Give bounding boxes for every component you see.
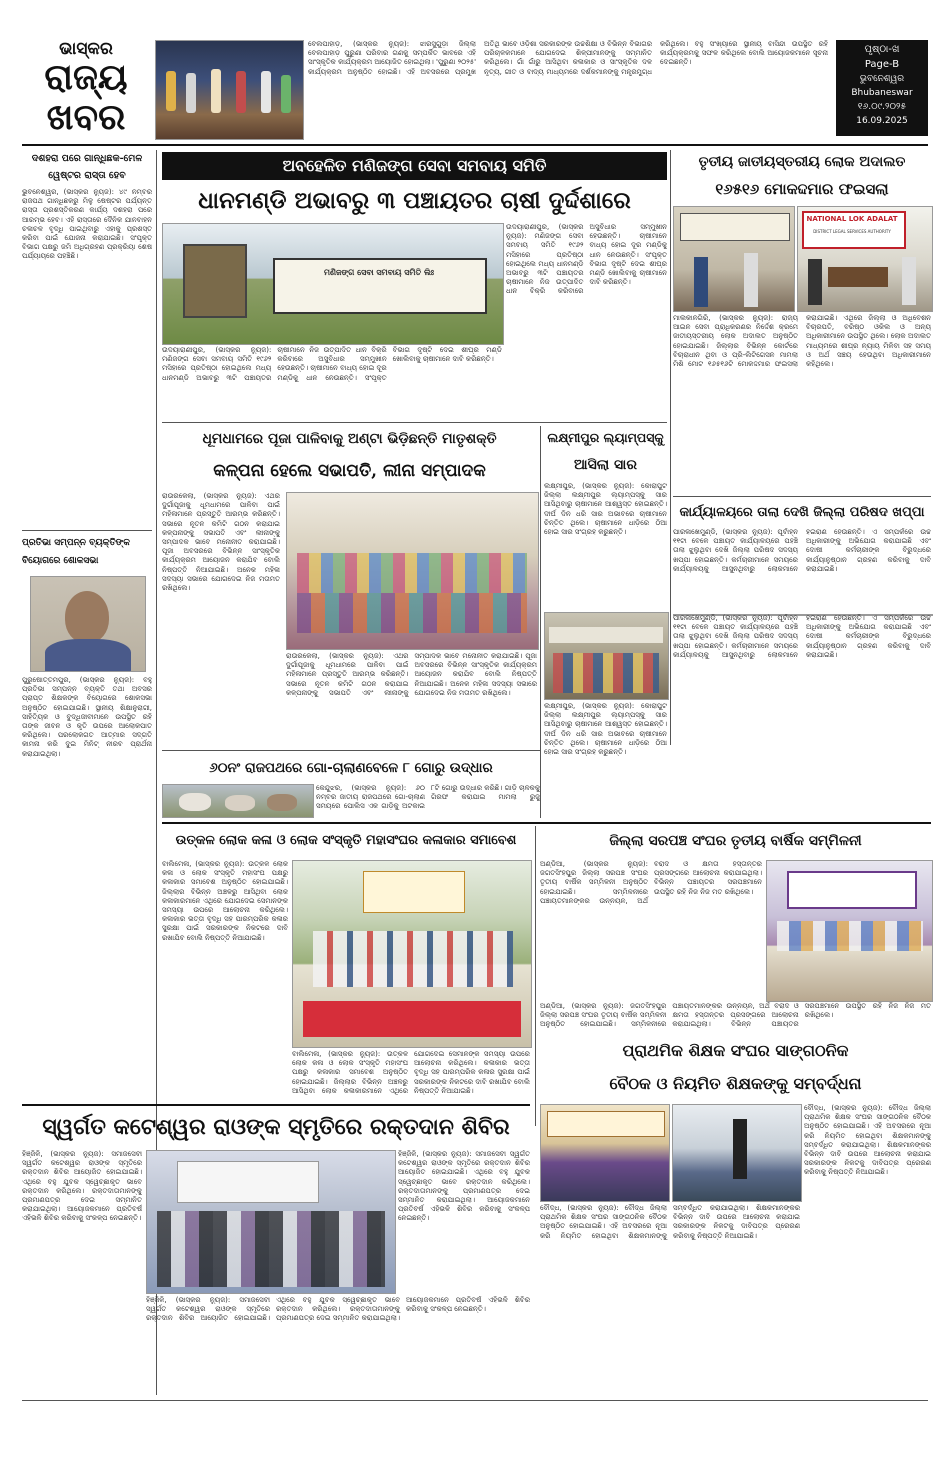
artists-gathering-photo [292,860,532,1048]
teacher-body: ବୌଦ୍ଧ, (ଭାସ୍କର ନ୍ୟୁଜ): ବୌଦ୍ଧ ଜିଲ୍ଲା ପ୍ରାଥମିକ ଶିକ୍ଷକ ସଂଘର ସାଙ୍ଗଠନିକ ବୈଠକ ଅନୁଷ୍ଠିତ ହୋଇଯାଇଛି। ଏହି ଅବସରରେ ନୂଆ କରି ନିୟମିତ ହୋଇଥିବା ଶିକ୍ଷକମାନଙ୍କୁ ସମ୍ବର୍ଦ୍ଧିତ କରାଯାଇଥିଲା। ଶିକ୍ଷକମାନଙ୍କର ବିଭିନ୍ନ ଦାବି ଉପରେ ଆଲୋଚନା କରାଯାଇ ସରକାରଙ୍କ ନିକଟକୁ ଦାବିପତ୍ର ପ୍ରେରଣ କରିବାକୁ ନିଷ୍ପତ୍ତି ନିଆଯାଇଛି। [804,1104,931,1177]
section-rule-2 [22,1104,530,1106]
mid-top-headline: ଧାନମଣ୍ଡି ଅଭାବରୁ ୩ ପଞ୍ଚାୟତର ଚାଷୀ ଦୁର୍ଦ୍ଦଶାରେ [198,187,631,214]
lakshmipur-body: ଲକ୍ଷ୍ମୀପୁର, (ଭାସ୍କର ନ୍ୟୁଜ): କୋରାପୁଟ ଜିଲ୍ଲା ଲକ୍ଷ୍ମୀପୁର ଲ୍ୟାମ୍ପସ୍‌କୁ ସାର ଆସିଥିବାରୁ ଚାଷୀମାନେ ଆଶ୍ୱସ୍ତ ହୋଇଛନ୍ତି। ଦୀର୍ଘ ଦିନ ଧରି ସାର ଅଭାବରେ ଚାଷୀମାନେ ଚିନ୍ତିତ ଥିଲେ। ଚାଷୀମାନେ ଧାଡ଼ିରେ ଠିଆ ହୋଇ ସାର ସଂଗ୍ରହ କରୁଛନ୍ତି। [544,482,667,537]
section-rule-1 [162,822,931,824]
section-title-line1: ରାଜ୍ୟ [44,57,128,98]
date-or: ୧୬.୦୯.୨୦୨୫ [857,102,907,112]
lok-adalat-photo-1 [673,206,795,312]
lok-adalat-headline-2: ୧୬୫୧୬ ମୋକଦ୍ଦମାର ଫଇସଲା [715,180,889,198]
blood-camp-body-left: ହିଞ୍ଜିଳି, (ଭାସ୍କର ନ୍ୟୁଜ): ସମାଜସେବୀ ସ୍ୱର୍ଗତ କଟେଶ୍ୱର ରାଓଙ୍କ ସ୍ମୃତିରେ ରକ୍ତଦାନ ଶିବିର ଆୟୋଜିତ ହୋଇଯାଇଛି। ଏଥିରେ ବହୁ ଯୁବକ ସ୍ୱେଚ୍ଛାକୃତ ଭାବେ ରକ୍ତଦାନ କରିଥିଲେ। ରକ୍ତଦାତାମାନଙ୍କୁ ପ୍ରମାଣପତ୍ର ଦେଇ ସମ୍ମାନିତ କରାଯାଇଥିଲା। ଆୟୋଜକମାନେ ପ୍ରତିବର୍ଷ ଏହିଭଳି ଶିବିର କରିବାକୁ ସଂକଳ୍ପ ନେଇଛନ୍ତି। [22,1150,142,1223]
lakshmipur-headline-2: ଆସିଲା ସାର [574,457,637,473]
blood-camp-headline: ସ୍ୱର୍ଗତ କଟେଶ୍ୱର ରାଓଙ୍କ ସ୍ମୃତିରେ ରକ୍ତଦାନ ଶିବିର [42,1114,510,1140]
page-label-en: Page-B [864,59,900,70]
page-label: ପୃଷ୍ଠା-ଖ [864,44,900,55]
mid-divider-1 [162,422,667,423]
top-story-photo [155,40,304,140]
lok-adalat-photo-2 [797,206,933,312]
puja-headline-2: କଳ୍ପନା ହେଲେ ସଭାପତି, ଲୀନା ସମ୍ପାଦକ [213,461,486,481]
mid-top-body: ଉଦୟାରାଣୀପୁର, (ଭାସ୍କର ନ୍ୟୁଜ): ମଣିଜଙ୍ଗ ସେବା ସମବାୟ ସମିତି ୧୯୬୨ ମସିହାରେ ପ୍ରତିଷ୍ଠା ହୋଇଥିଲେ ମଧ୍ୟ ଧାନମଣ୍ଡି ଅଭାବରୁ ୩ଟି ପଞ୍ଚାୟତର ଚାଷୀମାନେ ନିଜ ଉତ୍ପାଦିତ ଧାନ ବିକ୍ରି କରିବାରେ ଅସୁବିଧାର ସମ୍ମୁଖୀନ ହେଉଛନ୍ତି। ଚାଷୀମାନେ ବାଧ୍ୟ ହୋଇ ଦୂର ମଣ୍ଡିକୁ ଧାନ ନେଉଛନ୍ତି। ସଂପୃକ୍ତ ବିଭାଗ ଦୃଷ୍ଟି ଦେଇ ଶୀଘ୍ର ମଣ୍ଡି ଖୋଲିବାକୁ ଚାଷୀମାନେ ଦାବି କରିଛନ୍ତି। [506,223,667,296]
utkal-right-rule [535,826,536,1126]
section-title-line2: ଖବର [46,97,126,138]
city-en: Bhubaneswar [851,88,913,98]
page-info-box [836,40,928,136]
lakshmipur-headline-1: ଲକ୍ଷ୍ମୀପୁର ଲ୍ୟାମ୍ପସ୍‌କୁ [547,430,664,445]
masthead-rule [22,144,928,146]
mid-right-rule [670,150,671,745]
blood-camp-photo [146,1150,396,1294]
utkal-headline: ଉତ୍କଳ ଲୋକ କଳା ଓ ଲୋକ ସଂସ୍କୃତି ମହାସଂଘର କଳାକାର ସମାବେଶ [175,833,517,848]
left-divider [22,530,152,531]
sarpanch-meeting-photo [766,860,933,1002]
blood-camp-body-bottom: ହିଞ୍ଜିଳି, (ଭାସ୍କର ନ୍ୟୁଜ): ସମାଜସେବୀ ସ୍ୱର୍ଗତ କଟେଶ୍ୱର ରାଓଙ୍କ ସ୍ମୃତିରେ ରକ୍ତଦାନ ଶିବିର ଆୟୋଜିତ ହୋଇଯାଇଛି। ଏଥିରେ ବହୁ ଯୁବକ ସ୍ୱେଚ୍ଛାକୃତ ଭାବେ ରକ୍ତଦାନ କରିଥିଲେ। ରକ୍ତଦାତାମାନଙ୍କୁ ପ୍ରମାଣପତ୍ର ଦେଇ ସମ୍ମାନିତ କରାଯାଇଥିଲା। ଆୟୋଜକମାନେ ପ୍ରତିବର୍ଷ ଏହିଭଳି ଶିବିର କରିବାକୁ ସଂକଳ୍ପ ନେଇଛନ୍ତି। [146,1296,530,1323]
teacher-headline-2: ବୈଠକ ଓ ନିୟମିତ ଶିକ୍ଷକଙ୍କୁ ସମ୍ବର୍ଦ୍ଧନା [609,1074,862,1093]
page-bottom-rule [22,1400,928,1401]
left-body: ଭୁବନେଶ୍ୱର, (ଭାସ୍କର ନ୍ୟୁଜ): ୪୯ ନମ୍ବର ରାଜପଥ ଗାନ୍ଧିଛକରୁ ମିଳୁ ଷେଷ୍ଟର ପର୍ଯ୍ୟନ୍ତ ରାସ୍ତା ପ୍ରଶସ୍ତିକରଣ କାର୍ଯ୍ୟ ଦଶହରା ପରେ ଆରମ୍ଭ ହେବ। ଏହି ରାସ୍ତାରେ ଦୈନିକ ଯାନବାହନ ଚଳାଚଳ ବୃଦ୍ଧି ପାଇଥିବାରୁ ଏହାକୁ ପ୍ରଶସ୍ତ କରିବା ପାଇଁ ଯୋଜନା କରାଯାଇଛି। ସଂପୃକ୍ତ ବିଭାଗ ପକ୍ଷରୁ ଜମି ଅଧିଗ୍ରହଣ ପ୍ରକ୍ରିୟା ଶେଷ ପର୍ଯ୍ୟାୟରେ ପହଞ୍ଚିଛି। [22,188,152,261]
blood-camp-body-mid: ହିଞ୍ଜିଳି, (ଭାସ୍କର ନ୍ୟୁଜ): ସମାଜସେବୀ ସ୍ୱର୍ଗତ କଟେଶ୍ୱର ରାଓଙ୍କ ସ୍ମୃତିରେ ରକ୍ତଦାନ ଶିବିର ଆୟୋଜିତ ହୋଇଯାଇଛି। ଏଥିରେ ବହୁ ଯୁବକ ସ୍ୱେଚ୍ଛାକୃତ ଭାବେ ରକ୍ତଦାନ କରିଥିଲେ। ରକ୍ତଦାତାମାନଙ୍କୁ ପ୍ରମାଣପତ୍ର ଦେଇ ସମ୍ମାନିତ କରାଯାଇଥିଲା। ଆୟୋଜକମାନେ ପ୍ରତିବର୍ଷ ଏହିଭଳି ଶିବିର କରିବାକୁ ସଂକଳ୍ପ ନେଇଛନ୍ତି। [398,1150,530,1223]
mid-top-body-bottom: ଉଦୟାରାଣୀପୁର, (ଭାସ୍କର ନ୍ୟୁଜ): ମଣିଜଙ୍ଗ ସେବା ସମବାୟ ସମିତି ୧୯୬୨ ମସିହାରେ ପ୍ରତିଷ୍ଠା ହୋଇଥିଲେ ମଧ୍ୟ ଧାନମଣ୍ଡି ଅଭାବରୁ ୩ଟି ପଞ୍ଚାୟତର ଚାଷୀମାନେ ନିଜ ଉତ୍ପାଦିତ ଧାନ ବିକ୍ରି କରିବାରେ ଅସୁବିଧାର ସମ୍ମୁଖୀନ ହେଉଛନ୍ତି। ଚାଷୀମାନେ ବାଧ୍ୟ ହୋଇ ଦୂର ମଣ୍ଡିକୁ ଧାନ ନେଉଛନ୍ତି। ସଂପୃକ୍ତ ବିଭାଗ ଦୃଷ୍ଟି ଦେଇ ଶୀଘ୍ର ମଣ୍ଡି ଖୋଲିବାକୁ ଚାଷୀମାନେ ଦାବି କରିଛନ୍ତି। [162,346,502,382]
mid-inner-rule [540,426,541,818]
cow-rescue-photo [162,784,314,818]
top-story-text: ବେଲପାହାଡ଼, (ଭାସ୍କର ନ୍ୟୁଜ): ଝାରସୁଗୁଡ଼ା ଜିଲ୍ଲା ବେଲପାହାଡ଼ ପୁରୁଣା ପରିବାର ଗଣକୁ ସମ୍ପର୍କିତ ଭାବରେ ଏହି ସାଂସ୍କୃତିକ କାର୍ଯ୍ୟକ୍ରମ ଆୟୋଜିତ ହୋଇଥିଲା। 'ପୁରୁଣା ୨୦୨୫' କାର୍ଯ୍ୟକ୍ରମ ଅନୁଷ୍ଠିତ ହୋଇଛି। ଏହି ଅବସରରେ ପ୍ରମୁଖ ଅତିଥି ଭାବେ ଓଡ଼ିଶା ସରକାରଙ୍କ ଉଚ୍ଚଶିକ୍ଷା ଓ ବିଭିନ୍ନ ବିଭାଗର ପରିଚାଳକମାନେ ଯୋଗଦେଇ ଶିଳ୍ପୀମାନଙ୍କୁ ସମ୍ମାନିତ କରିଥିଲେ। ଗାଁ ଗାଁରୁ ଆସିଥିବା କଳାକାର ଓ ସାଂସ୍କୃତିକ ଦଳ ନୃତ୍ୟ, ଗୀତ ଓ ବାଦ୍ୟ ମାଧ୍ୟମରେ ଦର୍ଶକମାନଙ୍କୁ ମନ୍ତ୍ରମୁଗ୍ଧ କରିଥିଲେ। ବହୁ ସଂଖ୍ୟାରେ ସ୍ଥାନୀୟ ବାସିନ୍ଦା ଉପସ୍ଥିତ ରହି କାର୍ଯ୍ୟକ୍ରମକୁ ସଫଳ କରିଥିଲେ ବୋଲି ଆୟୋଜକମାନେ ସୂଚନା ଦେଇଛନ୍ତି। [308,40,828,76]
cow-rescue-headline: ୬୦ନଂ ରାଜପଥରେ ଗୋ-ଚାଲାଣବେଳେ ୮ ଗୋରୁ ଉଦ୍ଧାର [209,760,493,776]
lok-adalat-banner-title: NATIONAL LOK ADALAT [806,215,898,223]
office-lock-body-2: ପାରଳାଖେମୁଣ୍ଡି, (ଭାସ୍କର ନ୍ୟୁଜ): ପୂର୍ବାହ୍ନ ୧୧ଟା ବେଳେ ପଞ୍ଚାୟତ କାର୍ଯ୍ୟାଳୟରେ ପହଞ୍ଚି ତାଲା ଝୁଲୁଥିବା ଦେଖି ଜିଲ୍ଲା ପରିଷଦ ସଦସ୍ୟ ଖପ୍ପା ହୋଇଛନ୍ତି। କର୍ମଚାରୀମାନେ ସମୟରେ କାର୍ଯ୍ୟାଳୟକୁ ଆସୁନଥିବାରୁ ଲୋକମାନେ ହଇରାଣ ହେଉଛନ୍ତି। ଏ ସମ୍ପର୍କରେ ଉଚ୍ଚ ଅଧିକାରୀଙ୍କୁ ଅଭିଯୋଗ କରାଯାଇଛି ଏବଂ ଦୋଷୀ କର୍ମଚାରୀଙ୍କ ବିରୁଦ୍ଧରେ କାର୍ଯ୍ୟାନୁଷ୍ଠାନ ଗ୍ରହଣ କରିବାକୁ ଦାବି କରାଯାଇଛି। [673,614,931,659]
utkal-body-left: ବାଲିମେଳା, (ଭାସ୍କର ନ୍ୟୁଜ): ଉତ୍କଳ ଲୋକ କଳା ଓ ଲୋକ ସଂସ୍କୃତି ମହାସଂଘ ପକ୍ଷରୁ କଳାକାର ସମାବେଶ ଅନୁଷ୍ଠିତ ହୋଇଯାଇଛି। ଜିଲ୍ଲାର ବିଭିନ୍ନ ଅଞ୍ଚଳରୁ ଆସିଥିବା ଲୋକ କଳାକାରମାନେ ଏଥିରେ ଯୋଗଦେଇ ସେମାନଙ୍କ ସମସ୍ୟା ଉପରେ ଆଲୋଚନା କରିଥିଲେ। କଳାକାର ଭତ୍ତା ବୃଦ୍ଧି ସହ ପାରମ୍ପରିକ କଳାର ସୁରକ୍ଷା ପାଇଁ ସରକାରଙ୍କ ନିକଟରେ ଦାବି ରଖାଯିବ ବୋଲି ନିଷ୍ପତ୍ତି ନିଆଯାଇଛି। [162,860,288,942]
cooperative-office-photo [162,223,504,345]
lok-adalat-body: ମାଲକାନଗିରି, (ଭାସ୍କର ନ୍ୟୁଜ): ରାଜ୍ୟ ଆଇନ ସେବା ପ୍ରାଧିକରଣର ନିର୍ଦ୍ଦେଶ କ୍ରମେ ଜାତୀୟସ୍ତରୀୟ ଲୋକ ଅଦାଲତ ଅନୁଷ୍ଠିତ ହୋଇଯାଇଛି। ଜିଲ୍ଲାର ବିଭିନ୍ନ କୋର୍ଟରେ ବିଚାରାଧୀନ ଥିବା ଓ ପ୍ରି-ଲିଟିଗେସନ ମାମଲା ମିଶି ମୋଟ ୧୬୫୧୬ଟି ମୋକଦ୍ଦମାର ଫଇସଲା କରାଯାଇଛି। ଏଥିରେ ଜିଲ୍ଲା ଓ ଅଧିବେଶନ ବିଚାରପତି, ବରିଷ୍ଠ ଓକିଲ ଓ ଅନ୍ୟ ଅଧିକାରୀମାନେ ଉପସ୍ଥିତ ଥିଲେ। ଲୋକ ଅଦାଲତ ମାଧ୍ୟମରେ ଶୀଘ୍ର ନ୍ୟାୟ ମିଳିବା ସହ ସମୟ ଓ ଅର୍ଥ ସଞ୍ଚୟ ହେଉଥିବା ଅଧିକାରୀମାନେ କହିଥିଲେ। [673,314,931,369]
masthead [22,40,150,140]
teacher-headline-1: ପ୍ରାଥମିକ ଶିକ୍ଷକ ସଂଘର ସାଙ୍ଗଠନିକ [622,1041,849,1060]
mid-kicker: ଅବହେଳିତ ମଣିଜଙ୍ଗ ସେବା ସମବାୟ ସମିତି [162,152,667,180]
paper-name: ଭାସ୍କର [59,39,113,59]
puja-body: ରାଉରକେଲା, (ଭାସ୍କର ନ୍ୟୁଜ): ଏଥର ଦୁର୍ଗାପୂଜାକୁ ଧୂମଧାମରେ ପାଳିବା ପାଇଁ ମହିଳାମାନେ ପ୍ରସ୍ତୁତି ଆରମ୍ଭ କରିଛନ୍ତି। ସଭାରେ ନୂତନ କମିଟି ଗଠନ କରାଯାଇ କଳ୍ପନାଙ୍କୁ ସଭାପତି ଏବଂ ଲୀନାଙ୍କୁ ସମ୍ପାଦକ ଭାବେ ମନୋନୀତ କରାଯାଇଛି। ପୂଜା ଅବସରରେ ବିଭିନ୍ନ ସାଂସ୍କୃତିକ କାର୍ଯ୍ୟକ୍ରମ ଆୟୋଜନ କରାଯିବ ବୋଲି ନିଷ୍ପତ୍ତି ନିଆଯାଇଛି। ଅନେକ ମହିଳା ସଦସ୍ୟା ସଭାରେ ଯୋଗଦେଇ ନିଜ ମତାମତ ରଖିଥିଲେ। [162,492,280,593]
teacher-meeting-photo-2 [672,1104,802,1202]
puja-headline-1: ଧୂମଧାମରେ ପୂଜା ପାଳିବାକୁ ଅଣ୍ଟା ଭିଡ଼ିଛନ୍ତି ମାତୃଶକ୍ତି [202,431,497,447]
obit-body: ପୁରୁଷୋତ୍ତମପୁର, (ଭାସ୍କର ନ୍ୟୁଜ): ବହୁ ପ୍ରତିଭା ସମ୍ପନ୍ନ ବ୍ୟକ୍ତି ତଥା ଅବସର ପ୍ରାପ୍ତ ଶିକ୍ଷକଙ୍କ ବିୟୋଗରେ ଶୋକସଭା ଅନୁଷ୍ଠିତ ହୋଇଯାଇଛି। ସ୍ଥାନୀୟ ଶିକ୍ଷାନୁରାଗୀ, ସାହିତ୍ୟିକ ଓ ବୁଦ୍ଧିଜୀବୀମାନେ ଉପସ୍ଥିତ ରହି ତାଙ୍କ ଜୀବନ ଓ କୃତି ଉପରେ ଆଲୋକପାତ କରିଥିଲେ। ପରଲୋକଗତ ଆତ୍ମାର ସଦ୍‌ଗତି କାମନା କରି ଦୁଇ ମିନିଟ୍ ନୀରବ ପ୍ରାର୍ଥନା କରାଯାଇଥିଲା। [22,676,152,758]
date-en: 16.09.2025 [856,116,908,126]
city-or: ଭୁବନେଶ୍ୱର [859,74,905,84]
mid-divider-2 [162,750,540,751]
teacher-body-bottom: ବୌଦ୍ଧ, (ଭାସ୍କର ନ୍ୟୁଜ): ବୌଦ୍ଧ ଜିଲ୍ଲା ପ୍ରାଥମିକ ଶିକ୍ଷକ ସଂଘର ସାଙ୍ଗଠନିକ ବୈଠକ ଅନୁଷ୍ଠିତ ହୋଇଯାଇଛି। ଏହି ଅବସରରେ ନୂଆ କରି ନିୟମିତ ହୋଇଥିବା ଶିକ୍ଷକମାନଙ୍କୁ ସମ୍ବର୍ଦ୍ଧିତ କରାଯାଇଥିଲା। ଶିକ୍ଷକମାନଙ୍କର ବିଭିନ୍ନ ଦାବି ଉପରେ ଆଲୋଚନା କରାଯାଇ ସରକାରଙ୍କ ନିକଟକୁ ଦାବିପତ୍ର ପ୍ରେରଣ କରିବାକୁ ନିଷ୍ପତ୍ତି ନିଆଯାଇଛି। [540,1204,800,1240]
office-lock-headline: କାର୍ଯ୍ୟାଳୟରେ ତାଲା ଦେଖି ଜିଲ୍ଲା ପରିଷଦ ଖପ୍ପା [679,505,925,520]
women-meeting-photo [286,492,539,650]
puja-body-bottom: ରାଉରକେଲା, (ଭାସ୍କର ନ୍ୟୁଜ): ଏଥର ଦୁର୍ଗାପୂଜାକୁ ଧୂମଧାମରେ ପାଳିବା ପାଇଁ ମହିଳାମାନେ ପ୍ରସ୍ତୁତି ଆରମ୍ଭ କରିଛନ୍ତି। ସଭାରେ ନୂତନ କମିଟି ଗଠନ କରାଯାଇ କଳ୍ପନାଙ୍କୁ ସଭାପତି ଏବଂ ଲୀନାଙ୍କୁ ସମ୍ପାଦକ ଭାବେ ମନୋନୀତ କରାଯାଇଛି। ପୂଜା ଅବସରରେ ବିଭିନ୍ନ ସାଂସ୍କୃତିକ କାର୍ଯ୍ୟକ୍ରମ ଆୟୋଜନ କରାଯିବ ବୋଲି ନିଷ୍ପତ୍ତି ନିଆଯାଇଛି। ଅନେକ ମହିଳା ସଦସ୍ୟା ସଭାରେ ଯୋଗଦେଇ ନିଜ ମତାମତ ରଖିଥିଲେ। [286,652,537,697]
left-headline: ଦଶହରା ପରେ ଗାନ୍ଧିଛକ-ମେଳ ୱେଷ୍ଟର ରାସ୍ତା ହେବ [31,153,143,181]
teacher-meeting-photo-1 [540,1104,670,1202]
utkal-body-bottom: ବାଲିମେଳା, (ଭାସ୍କର ନ୍ୟୁଜ): ଉତ୍କଳ ଲୋକ କଳା ଓ ଲୋକ ସଂସ୍କୃତି ମହାସଂଘ ପକ୍ଷରୁ କଳାକାର ସମାବେଶ ଅନୁଷ୍ଠିତ ହୋଇଯାଇଛି। ଜିଲ୍ଲାର ବିଭିନ୍ନ ଅଞ୍ଚଳରୁ ଆସିଥିବା ଲୋକ କଳାକାରମାନେ ଏଥିରେ ଯୋଗଦେଇ ସେମାନଙ୍କ ସମସ୍ୟା ଉପରେ ଆଲୋଚନା କରିଥିଲେ। କଳାକାର ଭତ୍ତା ବୃଦ୍ଧି ସହ ପାରମ୍ପରିକ କଳାର ସୁରକ୍ଷା ପାଇଁ ସରକାରଙ୍କ ନିକଟରେ ଦାବି ରଖାଯିବ ବୋଲି ନିଷ୍ପତ୍ତି ନିଆଯାଇଛି। [292,1050,530,1095]
lakshmipur-body-2: ଲକ୍ଷ୍ମୀପୁର, (ଭାସ୍କର ନ୍ୟୁଜ): କୋରାପୁଟ ଜିଲ୍ଲା ଲକ୍ଷ୍ମୀପୁର ଲ୍ୟାମ୍ପସ୍‌କୁ ସାର ଆସିଥିବାରୁ ଚାଷୀମାନେ ଆଶ୍ୱସ୍ତ ହୋଇଛନ୍ତି। ଦୀର୍ଘ ଦିନ ଧରି ସାର ଅଭାବରେ ଚାଷୀମାନେ ଚିନ୍ତିତ ଥିଲେ। ଚାଷୀମାନେ ଧାଡ଼ିରେ ଠିଆ ହୋଇ ସାର ସଂଗ୍ରହ କରୁଛନ୍ତି। [544,702,667,757]
obit-headline: ପ୍ରତିଭା ସମ୍ପନ୍ନ ବ୍ୟକ୍ତିଙ୍କ ବିୟୋଗରେ ଶୋକସଭା [22,538,130,566]
office-lock-body: ପାରଳାଖେମୁଣ୍ଡି, (ଭାସ୍କର ନ୍ୟୁଜ): ପୂର୍ବାହ୍ନ ୧୧ଟା ବେଳେ ପଞ୍ଚାୟତ କାର୍ଯ୍ୟାଳୟରେ ପହଞ୍ଚି ତାଲା ଝୁଲୁଥିବା ଦେଖି ଜିଲ୍ଲା ପରିଷଦ ସଦସ୍ୟ ଖପ୍ପା ହୋଇଛନ୍ତି। କର୍ମଚାରୀମାନେ ସମୟରେ କାର୍ଯ୍ୟାଳୟକୁ ଆସୁନଥିବାରୁ ଲୋକମାନେ ହଇରାଣ ହେଉଛନ୍ତି। ଏ ସମ୍ପର୍କରେ ଉଚ୍ଚ ଅଧିକାରୀଙ୍କୁ ଅଭିଯୋଗ କରାଯାଇଛି ଏବଂ ଦୋଷୀ କର୍ମଚାରୀଙ୍କ ବିରୁଦ୍ଧରେ କାର୍ଯ୍ୟାନୁଷ୍ଠାନ ଗ୍ରହଣ କରିବାକୁ ଦାବି କରାଯାଇଛି। [673,528,931,573]
lok-adalat-banner-sub: DISTRICT LEGAL SERVICES AUTHORITY [813,229,891,234]
sarpanch-headline: ଜିଲ୍ଲା ସରପଞ୍ଚ ସଂଘର ତୃତୀୟ ବାର୍ଷିକ ସମ୍ମିଳନୀ [609,833,862,849]
cooperative-sign: ମଣିଜଙ୍ଗ ସେବା ସମବାୟ ସମିତି ଲିଃ [323,268,435,277]
cow-rescue-body: କେନ୍ଦୁଝର, (ଭାସ୍କର ନ୍ୟୁଜ): ୬୦ ନମ୍ବର ଜାତୀୟ ରାଜପଥରେ ଗୋ-ଚାଲାଣ ସମୟରେ ପୋଲିସ ଏକ ଗାଡ଼ିକୁ ଅଟକାଇ ୮ଟି ଗୋରୁ ଉଦ୍ଧାର କରିଛି। ଗାଡ଼ି ଚାଳକକୁ ଗିରଫ କରାଯାଇ ମାମଲା ରୁଜୁ [316,784,540,811]
obit-portrait [30,576,146,672]
fertilizer-queue-photo [544,612,669,700]
lok-adalat-headline-1: ତୃତୀୟ ଜାତୀୟସ୍ତରୀୟ ଲୋକ ଅଦାଲତ [698,154,906,170]
sarpanch-body: ଅଣ୍ଡିଆ, (ଭାସ୍କର ନ୍ୟୁଜ): ଜଗତସିଂହପୁର ଜିଲ୍ଲା ସରପଞ୍ଚ ସଂଘର ତୃତୀୟ ବାର୍ଷିକ ସମ୍ମିଳନୀ ଅନୁଷ୍ଠିତ ହୋଇଯାଇଛି। ସମ୍ମିଳନୀରେ ପଞ୍ଚାୟତମାନଙ୍କର ଉନ୍ନୟନ, ଅର୍ଥ ବରାଦ ଓ କ୍ଷମତା ହସ୍ତାନ୍ତର ପ୍ରସଙ୍ଗରେ ଆଲୋଚନା କରାଯାଇଥିଲା। ବିଭିନ୍ନ ପଞ୍ଚାୟତର ସରପଞ୍ଚମାନେ ଉପସ୍ଥିତ ରହି ନିଜ ନିଜ ମତ ରଖିଥିଲେ। [540,860,762,905]
sarpanch-body-2: ଅଣ୍ଡିଆ, (ଭାସ୍କର ନ୍ୟୁଜ): ଜଗତସିଂହପୁର ଜିଲ୍ଲା ସରପଞ୍ଚ ସଂଘର ତୃତୀୟ ବାର୍ଷିକ ସମ୍ମିଳନୀ ଅନୁଷ୍ଠିତ ହୋଇଯାଇଛି। ସମ୍ମିଳନୀରେ ପଞ୍ଚାୟତମାନଙ୍କର ଉନ୍ନୟନ, ଅର୍ଥ ବରାଦ ଓ କ୍ଷମତା ହସ୍ତାନ୍ତର ପ୍ରସଙ୍ଗରେ ଆଲୋଚନା କରାଯାଇଥିଲା। ବିଭିନ୍ନ ପଞ୍ଚାୟତର ସରପଞ୍ଚମାନେ ଉପସ୍ଥିତ ରହି ନିଜ ନିଜ ମତ ରଖିଥିଲେ। [540,1002,931,1029]
right-divider-1 [673,496,931,497]
